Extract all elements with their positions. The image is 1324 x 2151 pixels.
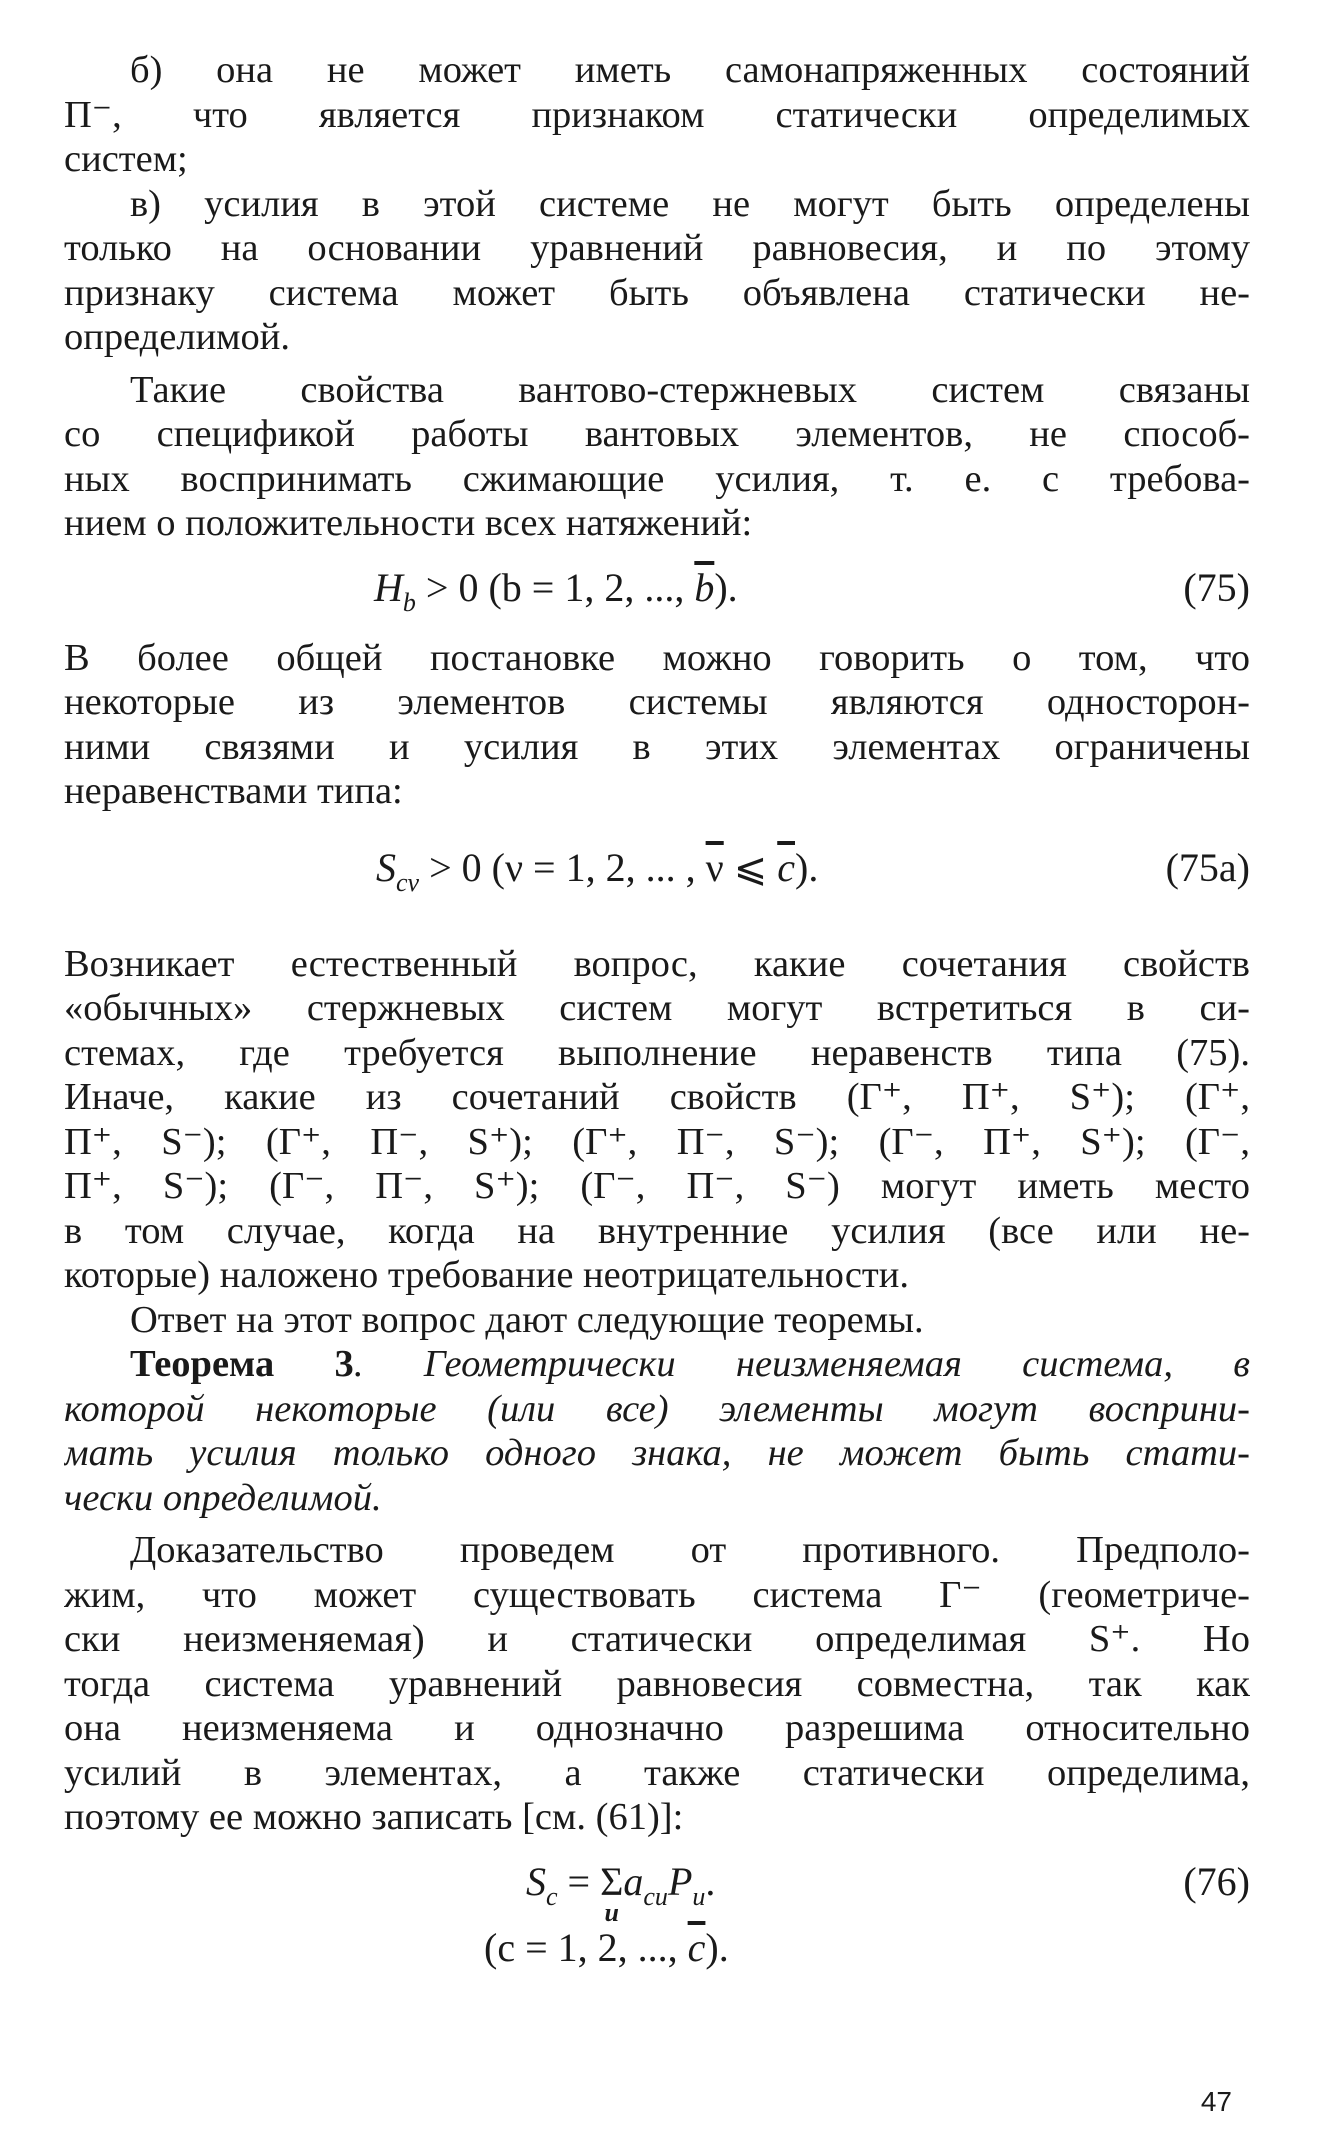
text-line: она неизменяема и однозначно разрешима относительно (64, 1707, 1250, 1749)
text-line: Иначе, какие из сочетаний свойств (Г⁺, П⁺, S⁺); (Г⁺, (64, 1076, 1250, 1118)
equation-75 (64, 546, 1250, 632)
text-line: признаку система может быть объявлена статически не- (64, 271, 1250, 314)
eq-symbol: H (374, 564, 403, 610)
paragraph-answer (64, 1298, 1250, 1343)
eq-text: (c = 1, 2, ..., (484, 1924, 678, 1970)
theorem-text: . Геометрически неизменяемая система, в (353, 1343, 1250, 1385)
eq-subscript: b (402, 587, 416, 617)
equation-76 (64, 1840, 1250, 1927)
paragraph-question (64, 942, 1250, 1298)
sum-index: u (604, 1897, 619, 1927)
text-line: жим, что может существовать система Г⁻ (геометриче- (64, 1573, 1250, 1616)
text-line: П⁻, что является признаком статически определимых (64, 93, 1250, 136)
eq-subscript: cu (643, 1881, 668, 1911)
eq-symbol: a (623, 1858, 644, 1904)
eq-text: > 0 (b = 1, 2, ..., (415, 564, 685, 610)
text-line: которые) наложено требование неотрицательности. (64, 1254, 909, 1296)
page-text (64, 48, 1250, 1980)
text-line: некоторые из элементов системы являются односторон- (64, 681, 1250, 723)
paragraph-properties (64, 368, 1250, 546)
text-line: нием о положительности всех натяжений: (64, 502, 753, 544)
paragraph-general (64, 636, 1250, 814)
text-line: поэтому ее можно записать [см. (61)]: (64, 1796, 684, 1838)
eq-text: = (557, 1858, 601, 1904)
eq-text: ). (714, 564, 738, 610)
paragraph-b (64, 48, 1250, 182)
paragraph-v (64, 182, 1250, 360)
eq-subscript: cν (396, 867, 420, 897)
equation-number: (76) (1183, 1858, 1250, 1904)
text-line: ски неизменяемая) и статически определимая S⁺. Но (64, 1618, 1250, 1660)
eq-text: . (705, 1858, 716, 1904)
eq-symbol: $\overline{c}$ (777, 844, 795, 890)
text-line: П⁺, S⁻); (Г⁺, П⁻, S⁺); (Г⁺, П⁻, S⁻); (Г⁻, П⁺, S⁺); (Г⁻, (64, 1120, 1250, 1163)
eq-subscript: c (546, 1881, 558, 1911)
text-line: систем; (64, 138, 188, 180)
eq-symbol: S (376, 844, 396, 890)
eq-text: > 0 (ν = 1, 2, ... , (419, 844, 696, 890)
eq-symbol: P (667, 1858, 693, 1904)
text-line: только на основании уравнений равновесия, и по этому (64, 227, 1250, 269)
text-line: Возникает естественный вопрос, какие сочетания свойств (64, 942, 1250, 985)
text-line: В более общей постановке можно говорить о том, что (64, 636, 1250, 679)
text-line: в том случае, когда на внутренние усилия (все или не- (64, 1209, 1250, 1252)
page-number: 47 (1200, 2086, 1232, 2117)
eq-text: ). (705, 1924, 729, 1970)
eq-symbol: S (526, 1858, 546, 1904)
equation-76-range (64, 1920, 1250, 1980)
text-line: Ответ на этот вопрос дают следующие теоремы. (130, 1298, 924, 1341)
text-line: неравенствами типа: (64, 770, 403, 812)
equation-75a (64, 814, 1250, 934)
equation-number: (75) (1183, 564, 1250, 610)
text-line: усилий в элементах, а также статически определима, (64, 1751, 1250, 1794)
text-line: ними связями и усилия в этих элементах ограничены (64, 725, 1250, 768)
text-line: стемах, где требуется выполнение неравенств типа (75). (64, 1031, 1250, 1074)
text-line: определимой. (64, 316, 291, 358)
theorem-text: чески определимой. (64, 1476, 382, 1519)
text-line: в) усилия в этой системе не могут быть определены (130, 182, 1250, 225)
text-line: ных воспринимать сжимающие усилия, т. е. с требова- (64, 457, 1250, 500)
theorem-3 (64, 1342, 1250, 1520)
eq-symbol: $\overline{b}$ (694, 564, 715, 610)
eq-text: ⩽ (723, 844, 778, 890)
text-line: тогда система уравнений равновесия совместна, так как (64, 1662, 1250, 1705)
text-line: б) она не может иметь самонапряженных состояний (130, 49, 1250, 91)
text-line: «обычных» стержневых систем могут встретиться в си- (64, 987, 1250, 1029)
eq-symbol: $\overline{\nu}$ (705, 844, 724, 890)
theorem-text: мать усилия только одного знака, не может быть стати- (64, 1432, 1250, 1474)
eq-subscript: u (692, 1881, 706, 1911)
eq-symbol: $\overline{c}$ (687, 1924, 706, 1970)
theorem-text: которой некоторые (или все) элементы могут восприни- (64, 1387, 1250, 1430)
equation-number: (75а) (1165, 844, 1250, 890)
sum-symbol: Σ (600, 1858, 624, 1904)
text-line: П⁺, S⁻); (Г⁻, П⁻, S⁺); (Г⁻, П⁻, S⁻) могут иметь место (64, 1165, 1250, 1207)
text-line: Доказательство проведем от противного. Предполо- (130, 1529, 1250, 1571)
text-line: со спецификой работы вантовых элементов, не способ- (64, 413, 1250, 455)
theorem-label: Теорема 3 (130, 1343, 354, 1385)
paragraph-proof (64, 1528, 1250, 1840)
text-line: Такие свойства вантово-стержневых систем связаны (130, 368, 1250, 411)
eq-text: ). (795, 844, 819, 890)
